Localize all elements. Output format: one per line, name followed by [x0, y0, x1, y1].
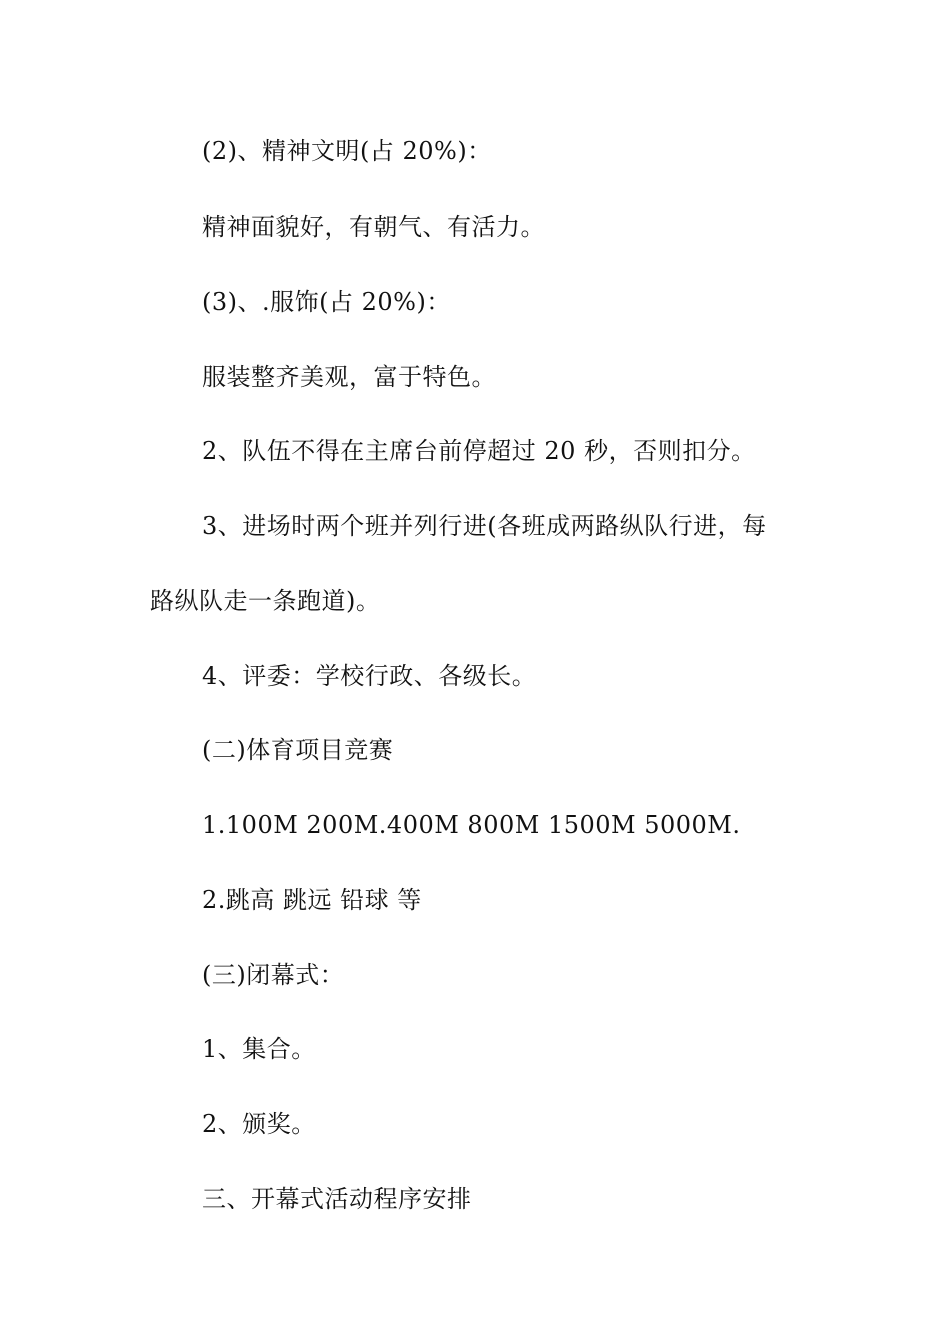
item-spirit-heading: (2)、精神文明(占 20%)：	[202, 137, 492, 165]
closing-awards: 2、颁奖。	[202, 1110, 316, 1138]
item-clothing-text: 服装整齐美观，富于特色。	[202, 363, 496, 391]
sports-running-events: 1.100M 200M.400M 800M 1500M 5000M.	[202, 811, 741, 839]
rule-entry-line2: 路纵队走一条跑道)。	[150, 587, 381, 615]
item-clothing-heading: (3)、.服饰(占 20%)：	[202, 288, 451, 316]
rule-judges: 4、评委：学校行政、各级长。	[202, 662, 537, 690]
rule-stop-time: 2、队伍不得在主席台前停超过 20 秒，否则扣分。	[202, 437, 756, 465]
item-spirit-text: 精神面貌好，有朝气、有活力。	[202, 213, 545, 241]
sports-field-events: 2.跳高 跳远 铅球 等	[202, 886, 422, 914]
section-closing-heading: (三)闭幕式：	[202, 961, 345, 989]
rule-entry-line1: 3、进场时两个班并列行进(各班成两路纵队行进，每	[202, 512, 767, 540]
section-sports-heading: (二)体育项目竞赛	[202, 736, 394, 764]
section-opening-program-heading: 三、开幕式活动程序安排	[202, 1185, 472, 1213]
closing-assemble: 1、集合。	[202, 1035, 316, 1063]
